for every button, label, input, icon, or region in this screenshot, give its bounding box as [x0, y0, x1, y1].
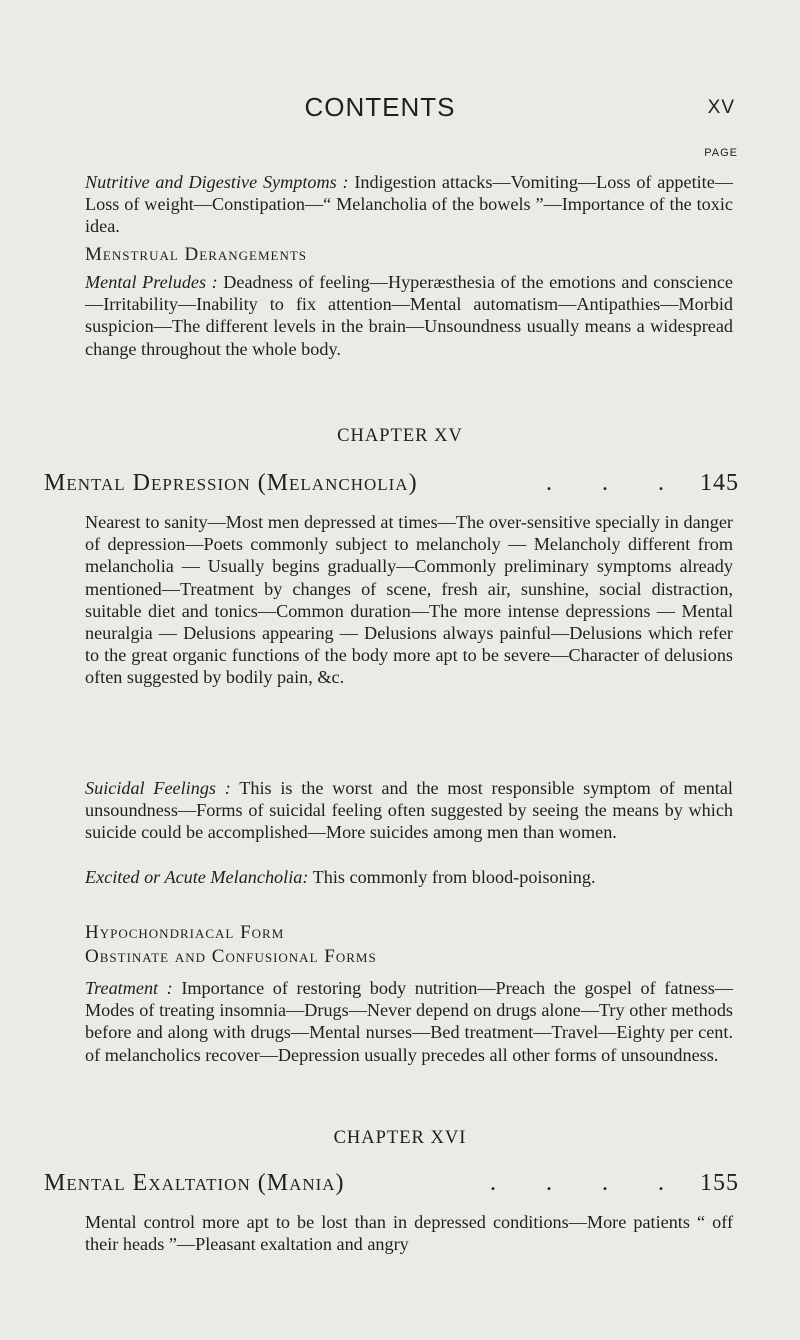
chapter-15-page: 145: [700, 470, 739, 496]
obstinate-forms-heading: Obstinate and Confusional Forms: [85, 946, 377, 967]
running-title: CONTENTS: [304, 92, 456, 122]
chapter-15-title: Mental Depression (Melancholia): [44, 470, 418, 496]
mental-preludes-text: Deadness of feeling—Hyperæsthesia of the emotions and conscience—Irritability—Inability to fix attention—Mental automatism—Antipathies—Morbid suspicion—The different levels in the brain—Unsoundness usually means a widespread change throughout the whole body.: [85, 272, 733, 359]
suicidal-feelings-text: This is the worst and the most responsible symptom of mental unsoundness—Forms of suicidal feeling often suggested by seeing the means by which suicide could be accomplished—More suicides among men than women.: [85, 778, 733, 843]
mental-preludes-lead: Mental Preludes :: [85, 272, 218, 292]
chapter-16-page: 155: [700, 1170, 739, 1196]
nutritive-symptoms-lead: Nutritive and Digestive Symptoms :: [85, 172, 349, 192]
page-number: XV: [707, 97, 735, 118]
treatment-lead: Treatment :: [85, 978, 173, 998]
menstrual-derangements-heading: Menstrual Derangements: [85, 244, 308, 265]
chapter-16-summary: Mental control more apt to be lost than in depressed conditions—More patients “ off their heads ”—Pleasant exaltation and angry: [85, 1212, 733, 1255]
chapter-16-title-row: [44, 1168, 739, 1198]
excited-melancholia-paragraph: [85, 866, 733, 888]
chapter-15-label: CHAPTER XV: [337, 426, 463, 446]
hypochondriacal-form-heading: Hypochondriacal Form: [85, 922, 285, 943]
chapter-15-title-row: [44, 468, 739, 498]
suicidal-feelings-paragraph: [85, 777, 733, 844]
chapter-16-leader-dots: . . . .: [490, 1170, 686, 1196]
chapter-15-summary: Nearest to sanity—Most men depressed at times—The over-sensitive specially in danger of depression—Poets commonly subject to melancholy — Melancholy different from melancholia — Usually begins gradually—Commonly preliminary symptoms already mentioned—Treatment by changes of scene, fresh air, sunshine, social distraction, suitable diet and tonics—Common duration—The more intense depressions — Mental neuralgia — Delusions appearing — Delusions always painful—Delusions which refer to the great organic functions of the body more apt to be severe—Character of delusions often suggested by bodily pain, &c.: [85, 512, 733, 688]
page-column-label: PAGE: [704, 147, 738, 159]
treatment-paragraph: [85, 977, 733, 1066]
suicidal-feelings-lead: Suicidal Feelings :: [85, 778, 231, 798]
nutritive-symptoms-text: Indigestion attacks—Vomiting—Loss of appetite—Loss of weight—Constipation—“ Melancholia of the bowels ”—Importance of the toxic idea.: [85, 172, 733, 237]
excited-melancholia-lead: Excited or Acute Melancholia:: [85, 867, 309, 887]
treatment-text: Importance of restoring body nutrition—Preach the gospel of fatness—Modes of treating insomnia—Drugs—Never depend on drugs alone—Try other methods before and along with drugs—Mental nurses—Bed treatment—Travel—Eighty per cent. of melancholics recover—Depression usually precedes all other forms of unsoundness.: [85, 978, 733, 1065]
chapter-16-label: CHAPTER XVI: [333, 1128, 467, 1148]
excited-melancholia-text: This commonly from blood-poisoning.: [308, 867, 596, 887]
nutritive-symptoms-paragraph: [85, 171, 733, 238]
mental-preludes-paragraph: [85, 271, 733, 360]
chapter-15-leader-dots: . . .: [546, 470, 686, 496]
chapter-16-title: Mental Exaltation (Mania): [44, 1170, 345, 1196]
